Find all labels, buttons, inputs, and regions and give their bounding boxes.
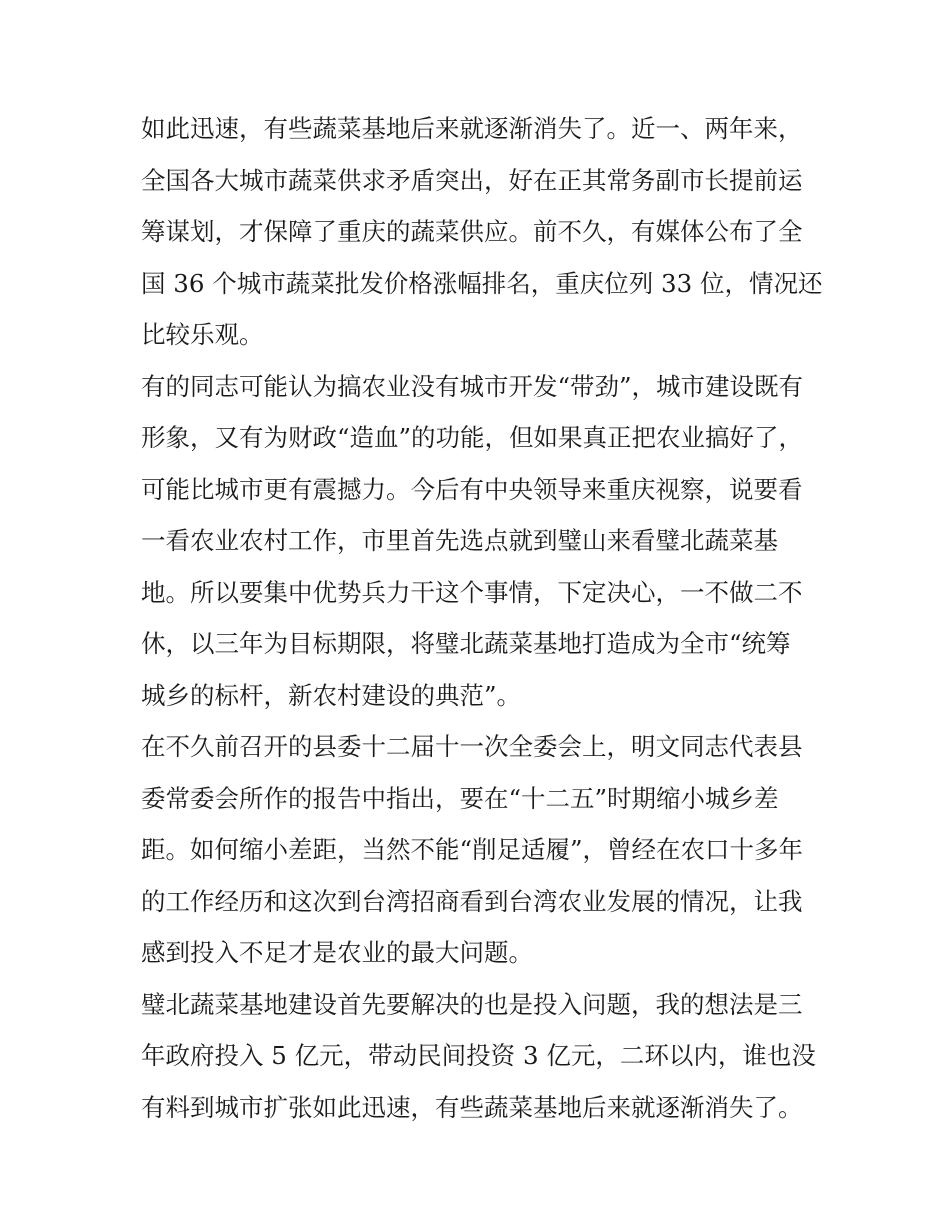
text-line: 感到投入不足才是农业的最大问题。 <box>141 938 533 967</box>
text-line: 形象，又有为财政“造血”的功能，但如果真正把农业搞好了， <box>141 423 804 452</box>
text-line: 璧北蔬菜基地建设首先要解决的也是投入问题，我的想法是三 <box>141 989 803 1019</box>
text-line: 委常委会所作的报告中指出，要在“十二五”时期缩小城乡差 <box>141 783 779 813</box>
text-line: 在不久前召开的县委十二届十一次全委会上，明文同志代表县 <box>141 732 803 761</box>
text-line: 休，以三年为目标期限，将璧北蔬菜基地打造成为全市“统筹 <box>141 629 791 658</box>
text-line: 有料到城市扩张如此迅速，有些蔬菜基地后来就逐渐消失了。 <box>141 1092 803 1122</box>
text-line: 可能比城市更有震撼力。今后有中央领导来重庆视察，说要看 <box>141 474 803 504</box>
paragraph-1 <box>141 103 821 361</box>
text-line: 筹谋划，才保障了重庆的蔬菜供应。前不久，有媒体公布了全 <box>141 217 803 246</box>
text-line: 城乡的标杆，新农村建设的典范”。 <box>141 680 522 710</box>
paragraph-3 <box>141 721 821 979</box>
text-line: 一看农业农村工作，市里首先选点就到璧山来看璧北蔬菜基 <box>141 526 778 555</box>
text-line: 有的同志可能认为搞农业没有城市开发“带劲”，城市建设既有 <box>141 371 804 401</box>
text-line: 全国各大城市蔬菜供求矛盾突出，好在正其常务副市长提前运 <box>141 165 803 195</box>
paragraph-4 <box>141 979 821 1134</box>
text-line: 比较乐观。 <box>141 320 264 349</box>
text-line: 国 36 个城市蔬菜批发价格涨幅排名，重庆位列 33 位，情况还 <box>141 268 823 298</box>
text-line: 地。所以要集中优势兵力干这个事情，下定决心，一不做二不 <box>141 577 803 607</box>
text-line: 年政府投入 5 亿元，带动民间投资 3 亿元，二环以内，谁也没 <box>141 1041 816 1070</box>
document-body <box>141 103 821 1133</box>
text-line: 如此迅速，有些蔬菜基地后来就逐渐消失了。近一、两年来， <box>141 114 803 143</box>
paragraph-2 <box>141 361 821 722</box>
text-line: 的工作经历和这次到台湾招商看到台湾农业发展的情况，让我 <box>141 886 803 916</box>
text-line: 距。如何缩小差距，当然不能“削足适履”，曾经在农口十多年 <box>141 835 804 864</box>
